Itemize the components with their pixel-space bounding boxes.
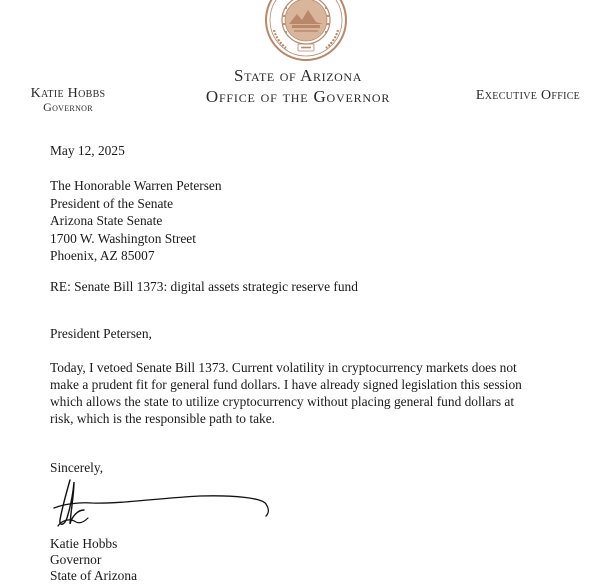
state-seal-icon <box>264 0 348 62</box>
salutation: President Petersen, <box>50 326 152 341</box>
letterhead-governor <box>18 86 118 114</box>
handwritten-signature <box>40 474 280 536</box>
office-name: Office of the Governor <box>205 87 391 106</box>
signer-name: Katie Hobbs <box>50 536 118 551</box>
body-line: which allows the state to utilize cryptocurrency without placing general fund dollars at <box>50 394 515 409</box>
body-line: make a prudent fit for general fund dollars. I have already signed legislation this session <box>50 377 522 392</box>
governor-title: Governor <box>43 100 93 114</box>
signature-block <box>50 535 137 583</box>
recipient-address <box>50 177 222 265</box>
recipient-line: Arizona State Senate <box>50 213 163 228</box>
letter-date: May 12, 2025 <box>50 143 125 158</box>
recipient-line: 1700 W. Washington Street <box>50 230 196 246</box>
recipient-line: The Honorable Warren Petersen <box>50 178 222 193</box>
letterhead-office <box>180 66 416 107</box>
recipient-line: President of the Senate <box>50 195 174 211</box>
state-name: State of Arizona <box>234 66 362 85</box>
signer-state: State of Arizona <box>50 568 138 583</box>
signer-title: Governor <box>50 552 102 567</box>
letter-body <box>50 359 570 427</box>
body-line: risk, which is the responsible path to take. <box>50 411 275 426</box>
subject-line: RE: Senate Bill 1373: digital assets strategic reserve fund <box>50 279 358 294</box>
body-line: Today, I vetoed Senate Bill 1373. Current volatility in cryptocurrency markets does not <box>50 360 517 375</box>
governor-name: Katie Hobbs <box>30 86 106 101</box>
executive-office-label: Executive Office <box>475 88 581 103</box>
recipient-line: Phoenix, AZ 85007 <box>50 248 155 263</box>
closing: Sincerely, <box>50 460 104 475</box>
